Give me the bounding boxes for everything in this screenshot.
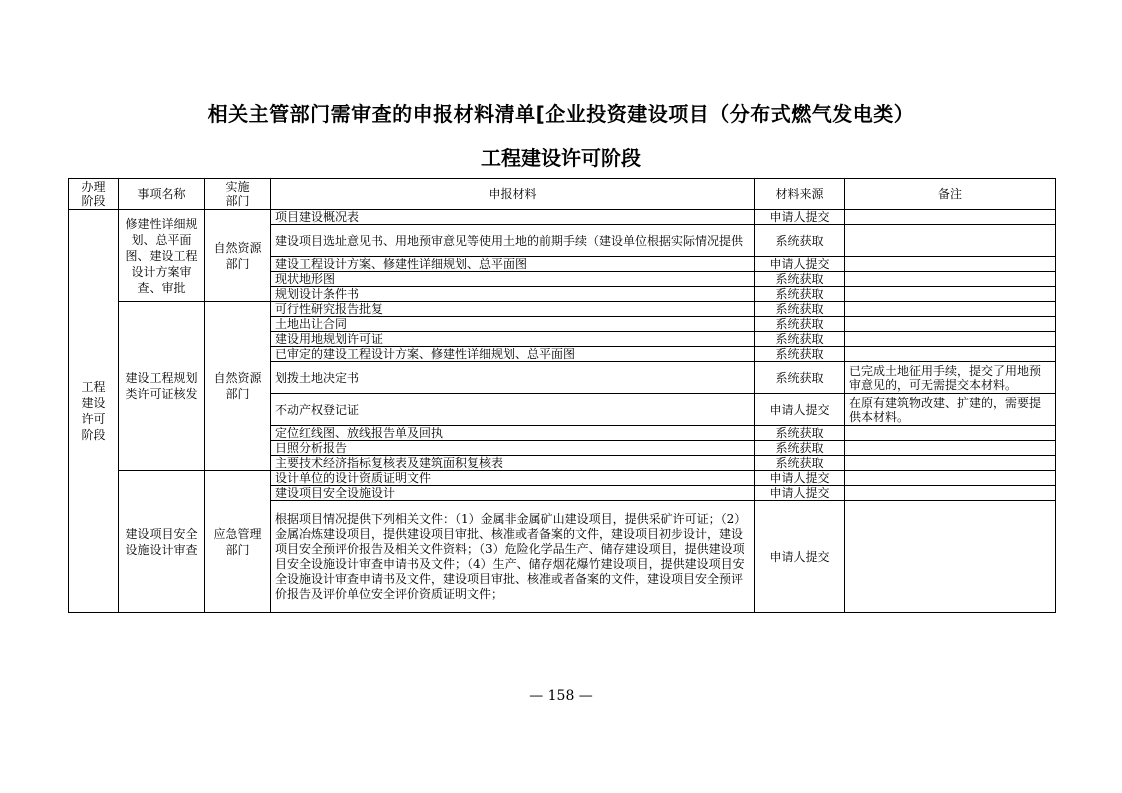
item-name-cell: 修建性详细规划、总平面图、建设工程设计方案审查、审批 xyxy=(119,210,205,302)
note-cell xyxy=(845,287,1056,302)
header-item: 事项名称 xyxy=(119,179,205,210)
material-cell: 建设工程设计方案、修建性详细规划、总平面图 xyxy=(271,257,755,272)
note-cell xyxy=(845,257,1056,272)
item-name-cell: 建设项目安全设施设计审查 xyxy=(119,471,205,613)
document-subtitle: 工程建设许可阶段 xyxy=(481,146,641,170)
note-cell xyxy=(845,426,1056,441)
note-cell xyxy=(845,441,1056,456)
source-cell: 申请人提交 xyxy=(755,486,845,501)
header-dept xyxy=(205,179,271,210)
table-row xyxy=(69,302,1056,317)
source-cell: 申请人提交 xyxy=(755,471,845,486)
material-cell: 建设用地规划许可证 xyxy=(271,332,755,347)
note-cell xyxy=(845,332,1056,347)
source-cell: 系统获取 xyxy=(755,272,845,287)
material-cell: 划拨土地决定书 xyxy=(271,362,755,394)
note-cell xyxy=(845,347,1056,362)
header-note: 备注 xyxy=(845,179,1056,210)
note-cell xyxy=(845,225,1056,257)
header-dept-l1: 实施 xyxy=(225,180,250,194)
source-cell: 系统获取 xyxy=(755,287,845,302)
header-materials: 申报材料 xyxy=(271,179,755,210)
note-cell xyxy=(845,486,1056,501)
item-name-cell: 建设工程规划类许可证核发 xyxy=(119,302,205,471)
table-row xyxy=(69,471,1056,486)
source-cell: 申请人提交 xyxy=(755,394,845,426)
source-cell: 系统获取 xyxy=(755,302,845,317)
material-cell: 现状地形图 xyxy=(271,272,755,287)
note-cell xyxy=(845,501,1056,613)
department-cell: 自然资源部门 xyxy=(205,302,271,471)
material-cell: 建设项目安全设施设计 xyxy=(271,486,755,501)
source-cell: 申请人提交 xyxy=(755,501,845,613)
note-cell xyxy=(845,471,1056,486)
source-cell: 申请人提交 xyxy=(755,210,845,225)
header-stage-l1: 办理 xyxy=(81,180,106,194)
material-cell: 根据项目情况提供下列相关文件：（1）金属非金属矿山建设项目，提供采矿许可证；（2）金属冶炼建设项目，提供建设项目审批、核准或者备案的文件，建设项目初步设计，建设项目安全预评价报告及相关文件资料；（3）危险化学品生产、储存建设项目，提供建设项目安全设施设计审查申请书及文件；（4）生产、储存烟花爆竹建设项目，提供建设项目安全设施设计审查申请书及文件，建设项目审批、核准或者备案的文件，建设项目安全预评价报告及评价单位安全评价资质证明文件； xyxy=(271,501,755,613)
department-cell: 自然资源部门 xyxy=(205,210,271,302)
note-cell: 在原有建筑物改建、扩建的，需要提供本材料。 xyxy=(845,394,1056,426)
materials-table xyxy=(68,178,1056,613)
source-cell: 系统获取 xyxy=(755,362,845,394)
material-cell: 建设项目选址意见书、用地预审意见等使用土地的前期手续（建设单位根据实际情况提供 xyxy=(271,225,755,257)
material-cell: 主要技术经济指标复核表及建筑面积复核表 xyxy=(271,456,755,471)
material-cell: 规划设计条件书 xyxy=(271,287,755,302)
stage-cell: 工程 建设 许可 阶段 xyxy=(69,210,119,613)
table-header-row xyxy=(69,179,1056,210)
note-cell xyxy=(845,456,1056,471)
material-cell: 日照分析报告 xyxy=(271,441,755,456)
source-cell: 系统获取 xyxy=(755,225,845,257)
department-cell: 应急管理部门 xyxy=(205,471,271,613)
material-cell: 可行性研究报告批复 xyxy=(271,302,755,317)
header-source: 材料来源 xyxy=(755,179,845,210)
note-cell xyxy=(845,210,1056,225)
table-row xyxy=(69,210,1056,225)
note-cell xyxy=(845,302,1056,317)
source-cell: 申请人提交 xyxy=(755,257,845,272)
header-dept-l2: 部门 xyxy=(225,194,250,208)
header-stage-l2: 阶段 xyxy=(81,194,106,208)
source-cell: 系统获取 xyxy=(755,456,845,471)
source-cell: 系统获取 xyxy=(755,332,845,347)
material-cell: 已审定的建设工程设计方案、修建性详细规划、总平面图 xyxy=(271,347,755,362)
material-cell: 不动产权登记证 xyxy=(271,394,755,426)
material-cell: 项目建设概况表 xyxy=(271,210,755,225)
source-cell: 系统获取 xyxy=(755,441,845,456)
note-cell xyxy=(845,317,1056,332)
source-cell: 系统获取 xyxy=(755,426,845,441)
note-cell xyxy=(845,272,1056,287)
material-cell: 定位红线图、放线报告单及回执 xyxy=(271,426,755,441)
material-cell: 土地出让合同 xyxy=(271,317,755,332)
source-cell: 系统获取 xyxy=(755,317,845,332)
material-cell: 设计单位的设计资质证明文件 xyxy=(271,471,755,486)
source-cell: 系统获取 xyxy=(755,347,845,362)
page-number: — 158 — xyxy=(529,688,593,704)
document-title: 相关主管部门需审查的申报材料清单[企业投资建设项目（分布式燃气发电类） xyxy=(207,102,915,126)
header-stage xyxy=(69,179,119,210)
note-cell: 已完成土地征用手续，提交了用地预审意见的，可无需提交本材料。 xyxy=(845,362,1056,394)
